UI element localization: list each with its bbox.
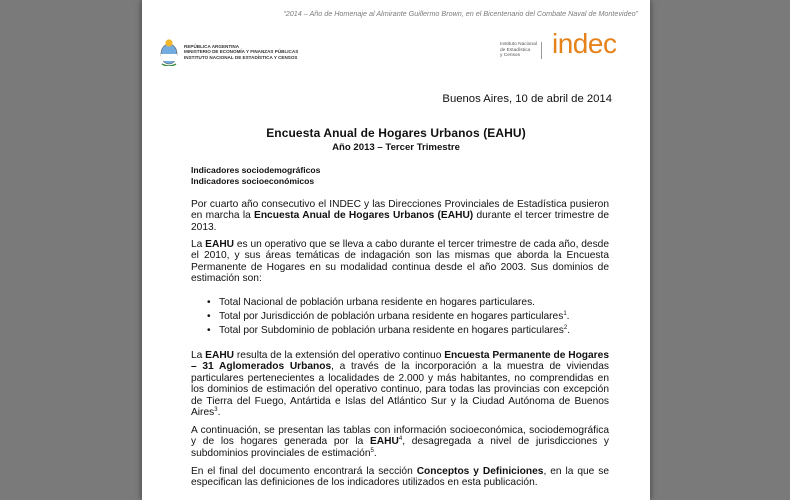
text-run: es un operativo que se lleva a cabo durante el tercer trimestre de cada año, desde el 2010, y sus áreas temáticas de indagación son las mismas que aborda la Encuesta Permanente de Hogares en su modalidad continua desde el año 2003. Sus dominios de estimación son: xyxy=(191,239,609,285)
indicator-item: Indicadores socioeconómicos xyxy=(191,176,315,186)
bold-run: EAHU xyxy=(205,350,235,361)
document-page xyxy=(142,0,650,500)
bullet-item xyxy=(219,297,619,308)
ministry-line: INSTITUTO NACIONAL DE ESTADÍSTICA Y CENSOS xyxy=(184,54,298,60)
footnote-ref: 1 xyxy=(563,311,567,317)
bullet-item: • Total por Subdominio de población urbana residente en hogares particulares$^2$. xyxy=(219,325,619,336)
document-title: Encuesta Anual de Hogares Urbanos (EAHU) xyxy=(266,126,526,140)
text-run: durante el tercer trimestre de 2013. xyxy=(191,210,609,233)
bullet-text: Total Nacional de población urbana residente en hogares particulares. xyxy=(219,297,536,308)
text-run: . xyxy=(217,407,221,419)
text-run: resulta de la extensión del operativo continuo xyxy=(234,350,445,361)
text-run: La xyxy=(191,350,206,361)
text-run: La xyxy=(191,239,206,250)
paragraph-eahu-description xyxy=(191,239,609,285)
text-run: . xyxy=(373,447,377,459)
indec-logo xyxy=(552,28,616,60)
indicator-item: Indicadores sociodemográficos xyxy=(191,165,321,175)
indicators-list xyxy=(191,165,320,187)
footnote-ref: 2 xyxy=(563,325,568,331)
footnote-ref: 4 xyxy=(398,436,403,443)
text-run: Por cuarto año consecutivo el INDEC y las Direcciones Provinciales de Estadística pusieron en marcha la xyxy=(191,199,609,222)
ministry-block xyxy=(184,44,298,60)
bold-run: Encuesta Permanente de Hogares – 31 Aglomerados Urbanos xyxy=(191,350,609,373)
bullet-item: • Total por Jurisdicción de población urbana residente en hogares particulares$^1$. xyxy=(219,311,619,322)
footnote-ref: 3 xyxy=(214,407,218,414)
document-date: Buenos Aires, 10 de abril de 2014 xyxy=(442,93,612,105)
indec-small-line: y Censos xyxy=(500,53,520,59)
text-run: , a través de la incorporación a la muestra de viviendas particulares pertenecientes a localidades de 2.000 y más habitantes, no comprendidas en los dominios de estimación del operativo continuo, para todas las provincias con excepción de Tierra del Fuego, Antártida e Islas del Atlántico Sur y la Ciudad Autónoma de Buenos Aires xyxy=(191,361,609,419)
text-run: A continuación, se presentan las tablas con información socioeconómica, sociodemográfica y de los hogares generada por la xyxy=(191,425,609,448)
bullet-text: Total por Jurisdicción de población urbana residente en hogares particulares xyxy=(219,311,564,322)
paragraph-definitions xyxy=(191,466,609,489)
argentina-seal-icon xyxy=(158,38,180,66)
ministry-line: REPÚBLICA ARGENTINA xyxy=(184,44,240,49)
header-motto: “2014 – Año de Homenaje al Almirante Guillermo Brown, en el Bicentenario del Combate Naval de Montevideo” xyxy=(283,9,638,18)
ministry-line: MINISTERIO DE ECONOMÍA Y FINANZAS PÚBLICAS xyxy=(184,49,299,55)
indec-small-line: de Estadística xyxy=(500,47,531,53)
paragraph-intro xyxy=(191,199,609,233)
indec-small-text xyxy=(500,42,542,59)
indec-logo-text: indec xyxy=(552,28,617,59)
footnote-ref: 5 xyxy=(370,447,374,454)
bold-run: Encuesta Anual de Hogares Urbanos (EAHU) xyxy=(254,210,474,222)
text-run: , desagregada a nivel de jurisdicciones y subdominios provinciales de estimación xyxy=(191,436,609,459)
paragraph-eahu-extension xyxy=(191,350,609,418)
indec-small-line: Instituto Nacional xyxy=(500,42,537,47)
bold-run: EAHU xyxy=(369,436,399,448)
text-run: , en la que se especifican las definiciones de los indicadores utilizados en esta publicación. xyxy=(191,466,610,489)
bullet-text: Total por Subdominio de población urbana residente en hogares particulares xyxy=(219,325,564,336)
bold-run: EAHU xyxy=(205,239,235,250)
document-subtitle: Año 2013 – Tercer Trimestre xyxy=(332,142,460,153)
bold-run: Conceptos y Definiciones xyxy=(416,466,544,477)
text-run: En el final del documento encontrará la sección xyxy=(191,466,417,477)
paragraph-tables xyxy=(191,425,609,459)
